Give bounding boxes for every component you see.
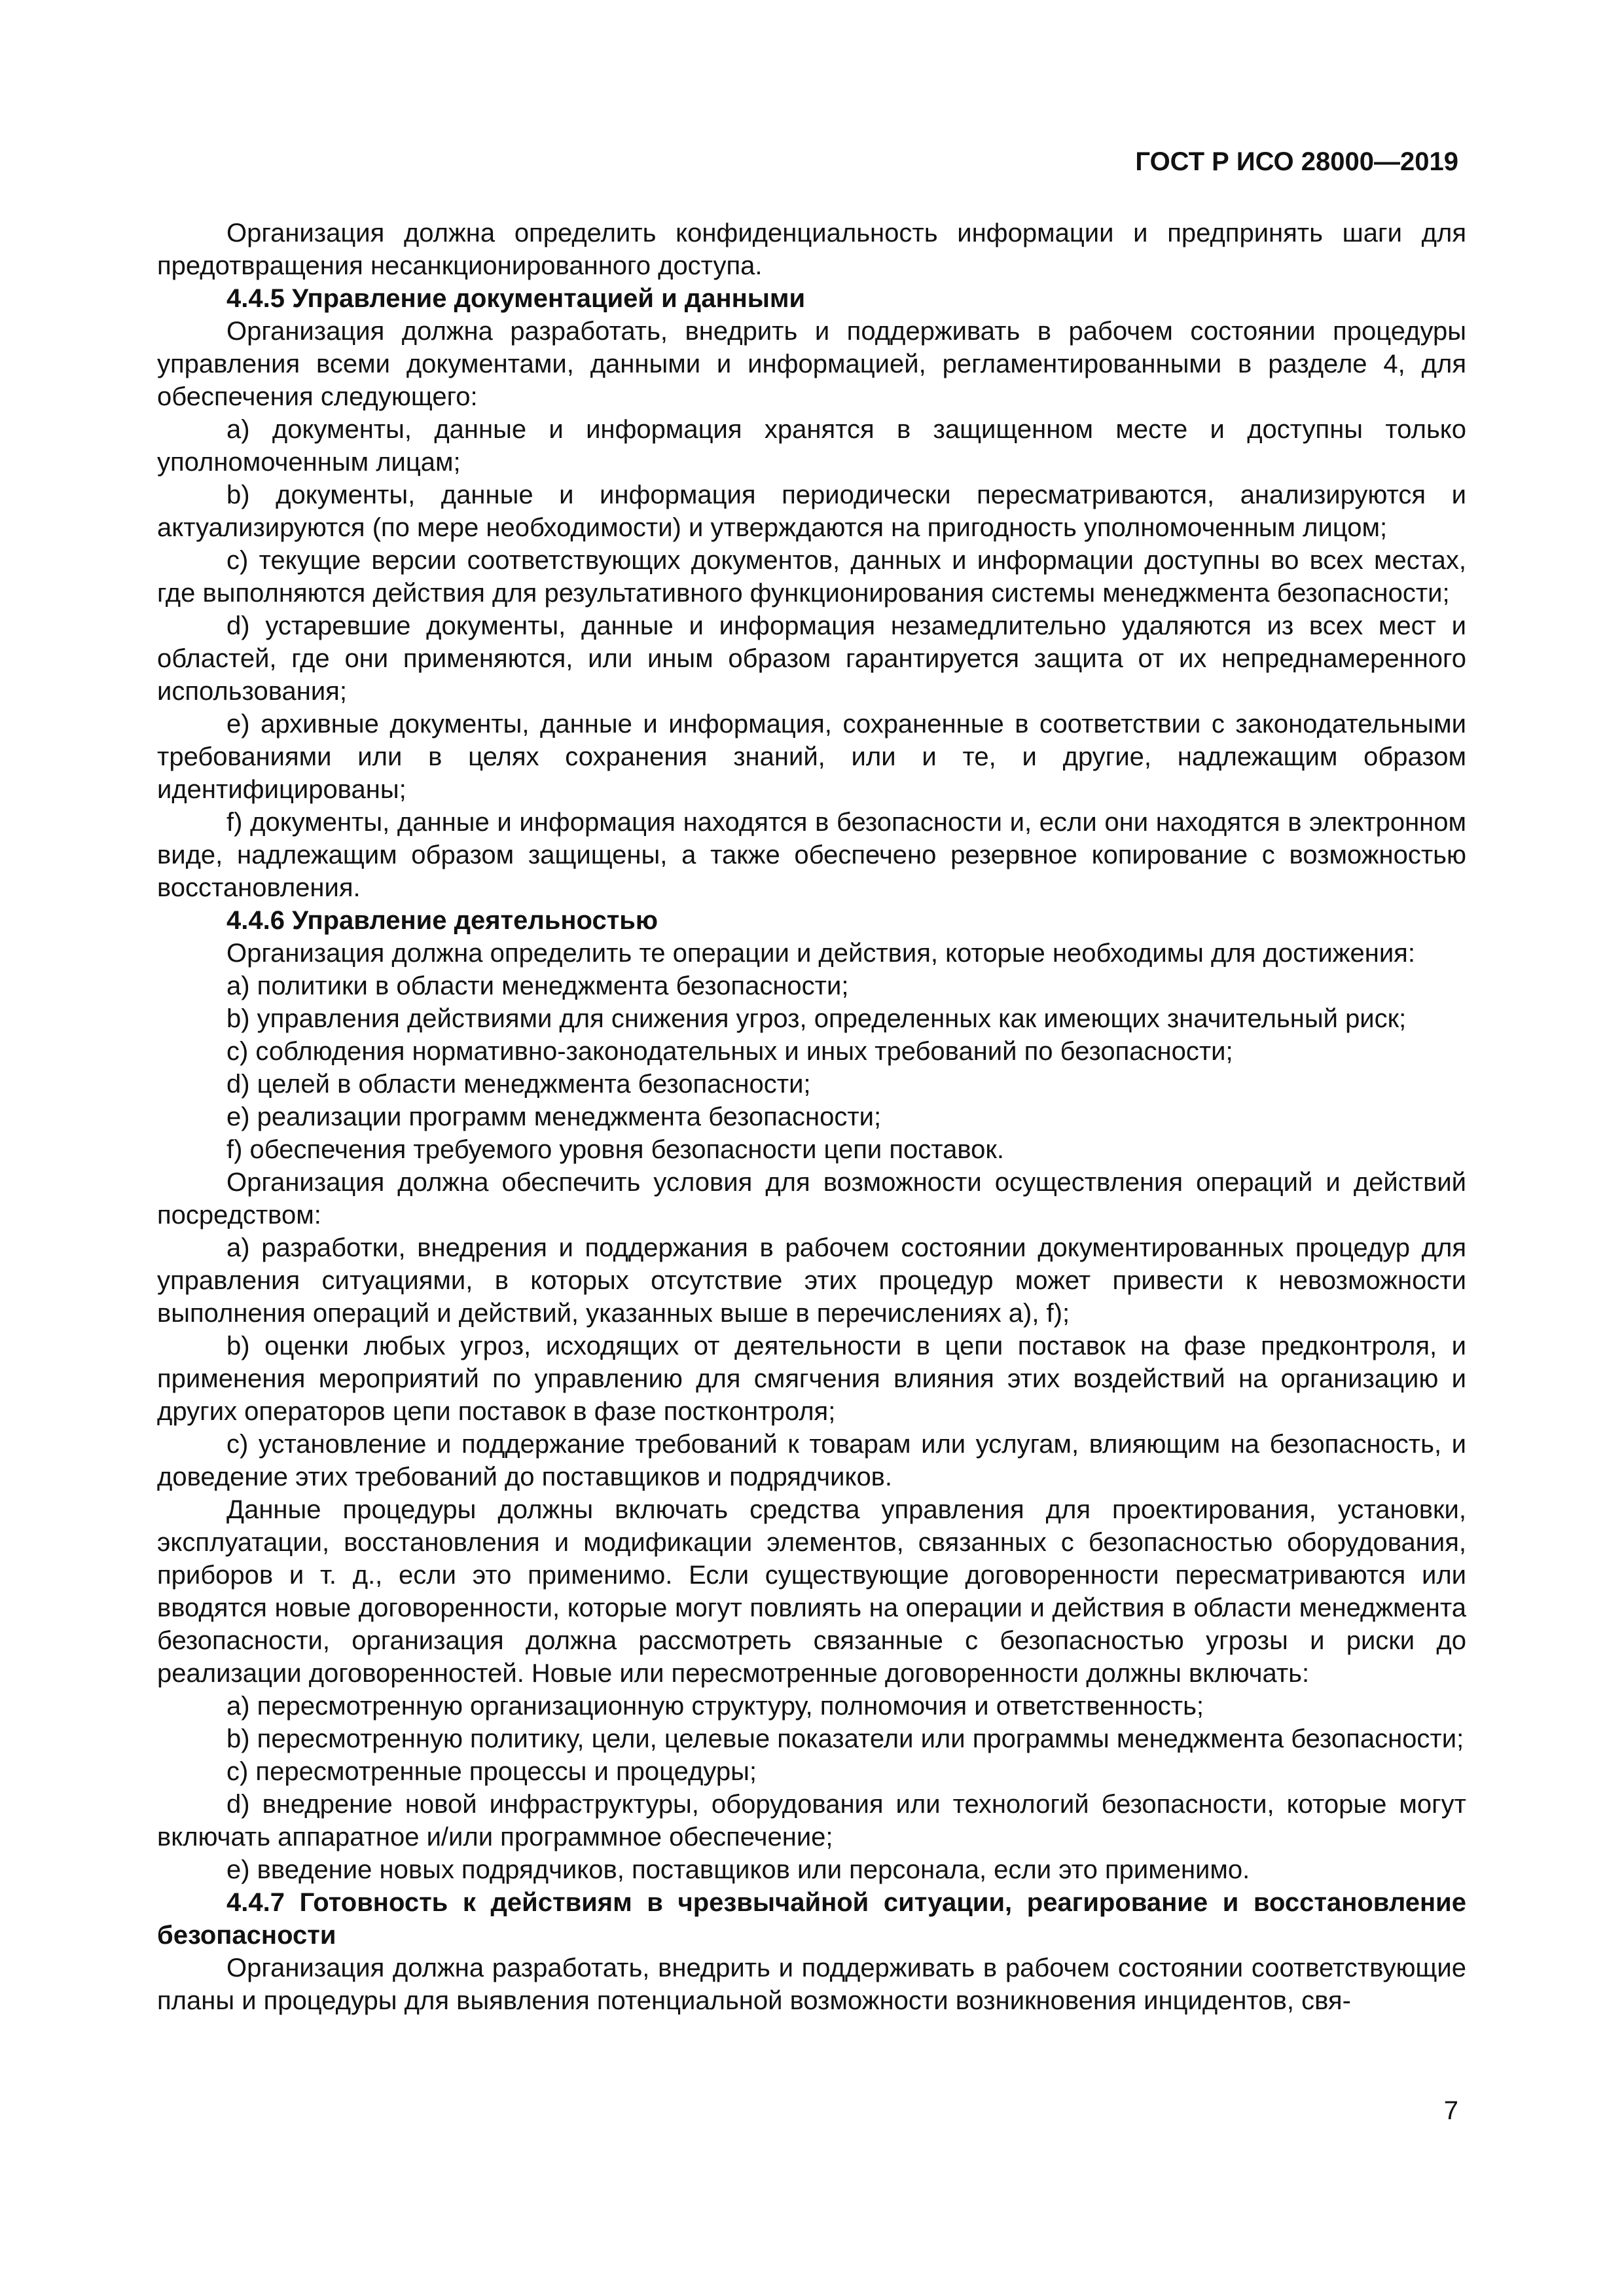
paragraph: c) соблюдения нормативно-законодательных и иных требований по безопасности; [226, 1037, 1233, 1066]
section-heading: 4.4.5 Управление документацией и данными [226, 284, 806, 313]
paragraph: Организация должна определить те операции и действия, которые необходимы для достижения: [226, 939, 1415, 968]
paragraph: Организация должна разработать, внедрить и поддерживать в рабочем состоянии процедуры управления всеми документами, данными и информацией, регламентированными в разделе 4, для обеспечения следующего: [157, 317, 1466, 411]
section-heading: 4.4.7 Готовность к действиям в чрезвычайной ситуации, реагирование и восстановление безопасности [157, 1888, 1466, 1950]
paragraph: b) управления действиями для снижения угроз, определенных как имеющих значительный риск; [226, 1004, 1407, 1033]
paragraph: Данные процедуры должны включать средства управления для проектирования, установки, эксплуатации, восстановления и модификации элементов, связанных с безопасностью оборудования, приборов и т. д., если это применимо. Если существующие договоренности пересматриваются или вводятся новые договоренности, которые могут повлиять на операции и действия в области менеджмента безопасности, организация должна рассмотреть связанные с безопасностью угрозы и риски до реализации договоренностей. Новые или пересмотренные договоренности должны включать: [157, 1495, 1466, 1688]
paragraph: Организация должна разработать, внедрить и поддерживать в рабочем состоянии соответствующие планы и процедуры для выявления потенциальной возможности возникновения инцидентов, свя- [157, 1954, 1466, 2015]
paragraph: e) введение новых подрядчиков, поставщиков или персонала, если это применимо. [226, 1855, 1250, 1884]
paragraph: b) пересмотренную политику, цели, целевые показатели или программы менеджмента безопасности; [226, 1724, 1464, 1753]
document-body [157, 217, 1466, 2017]
paragraph: a) разработки, внедрения и поддержания в рабочем состоянии документированных процедур для управления ситуациями, в которых отсутствие этих процедур может привести к невозможности выполнения операций и действий, указанных выше в перечислениях а), f); [157, 1233, 1466, 1328]
section-heading: 4.4.6 Управление деятельностью [226, 906, 659, 935]
paragraph: e) реализации программ менеджмента безопасности; [226, 1102, 882, 1131]
paragraph: f) документы, данные и информация находятся в безопасности и, если они находятся в электронном виде, надлежащим образом защищены, а также обеспечено резервное копирование с возможностью восстановления. [157, 808, 1466, 902]
paragraph: a) политики в области менеджмента безопасности; [226, 972, 849, 1000]
paragraph: Организация должна определить конфиденциальность информации и предпринять шаги для предотвращения несанкционированного доступа. [157, 219, 1466, 280]
paragraph: b) оценки любых угроз, исходящих от деятельности в цепи поставок на фазе предконтроля, и применения мероприятий по управлению для смягчения влияния этих воздействий на организацию и других операторов цепи поставок в фазе постконтроля; [157, 1332, 1466, 1426]
paragraph: b) документы, данные и информация периодически пересматриваются, анализируются и актуализируются (по мере необходимости) и утверждаются на пригодность уполномоченным лицом; [157, 481, 1466, 542]
paragraph: Организация должна обеспечить условия для возможности осуществления операций и действий посредством: [157, 1168, 1466, 1230]
paragraph: c) текущие версии соответствующих документов, данных и информации доступны во всех местах, где выполняются действия для результативного функционирования системы менеджмента безопасности; [157, 546, 1466, 608]
page-number: 7 [1443, 2096, 1458, 2125]
paragraph: a) пересмотренную организационную структуру, полномочия и ответственность; [226, 1692, 1204, 1721]
document-header-id: ГОСТ Р ИСО 28000—2019 [1135, 147, 1458, 176]
paragraph: d) целей в области менеджмента безопасности; [226, 1070, 811, 1099]
paragraph: f) обеспечения требуемого уровня безопасности цепи поставок. [226, 1135, 1005, 1164]
paragraph: d) устаревшие документы, данные и информация незамедлительно удаляются из всех мест и областей, где они применяются, или иным образом гарантируется защита от их непреднамеренного использования; [157, 611, 1466, 706]
paragraph: a) документы, данные и информация хранятся в защищенном месте и доступны только уполномоченным лицам; [157, 415, 1466, 477]
paragraph: c) пересмотренные процессы и процедуры; [226, 1757, 757, 1786]
paragraph: d) внедрение новой инфраструктуры, оборудования или технологий безопасности, которые могут включать аппаратное и/или программное обеспечение; [157, 1790, 1466, 1851]
paragraph: e) архивные документы, данные и информация, сохраненные в соответствии с законодательными требованиями или в целях сохранения знаний, или и те, и другие, надлежащим образом идентифицированы; [157, 710, 1466, 804]
paragraph: c) установление и поддержание требований к товарам или услугам, влияющим на безопасность, и доведение этих требований до поставщиков и подрядчиков. [157, 1430, 1466, 1491]
